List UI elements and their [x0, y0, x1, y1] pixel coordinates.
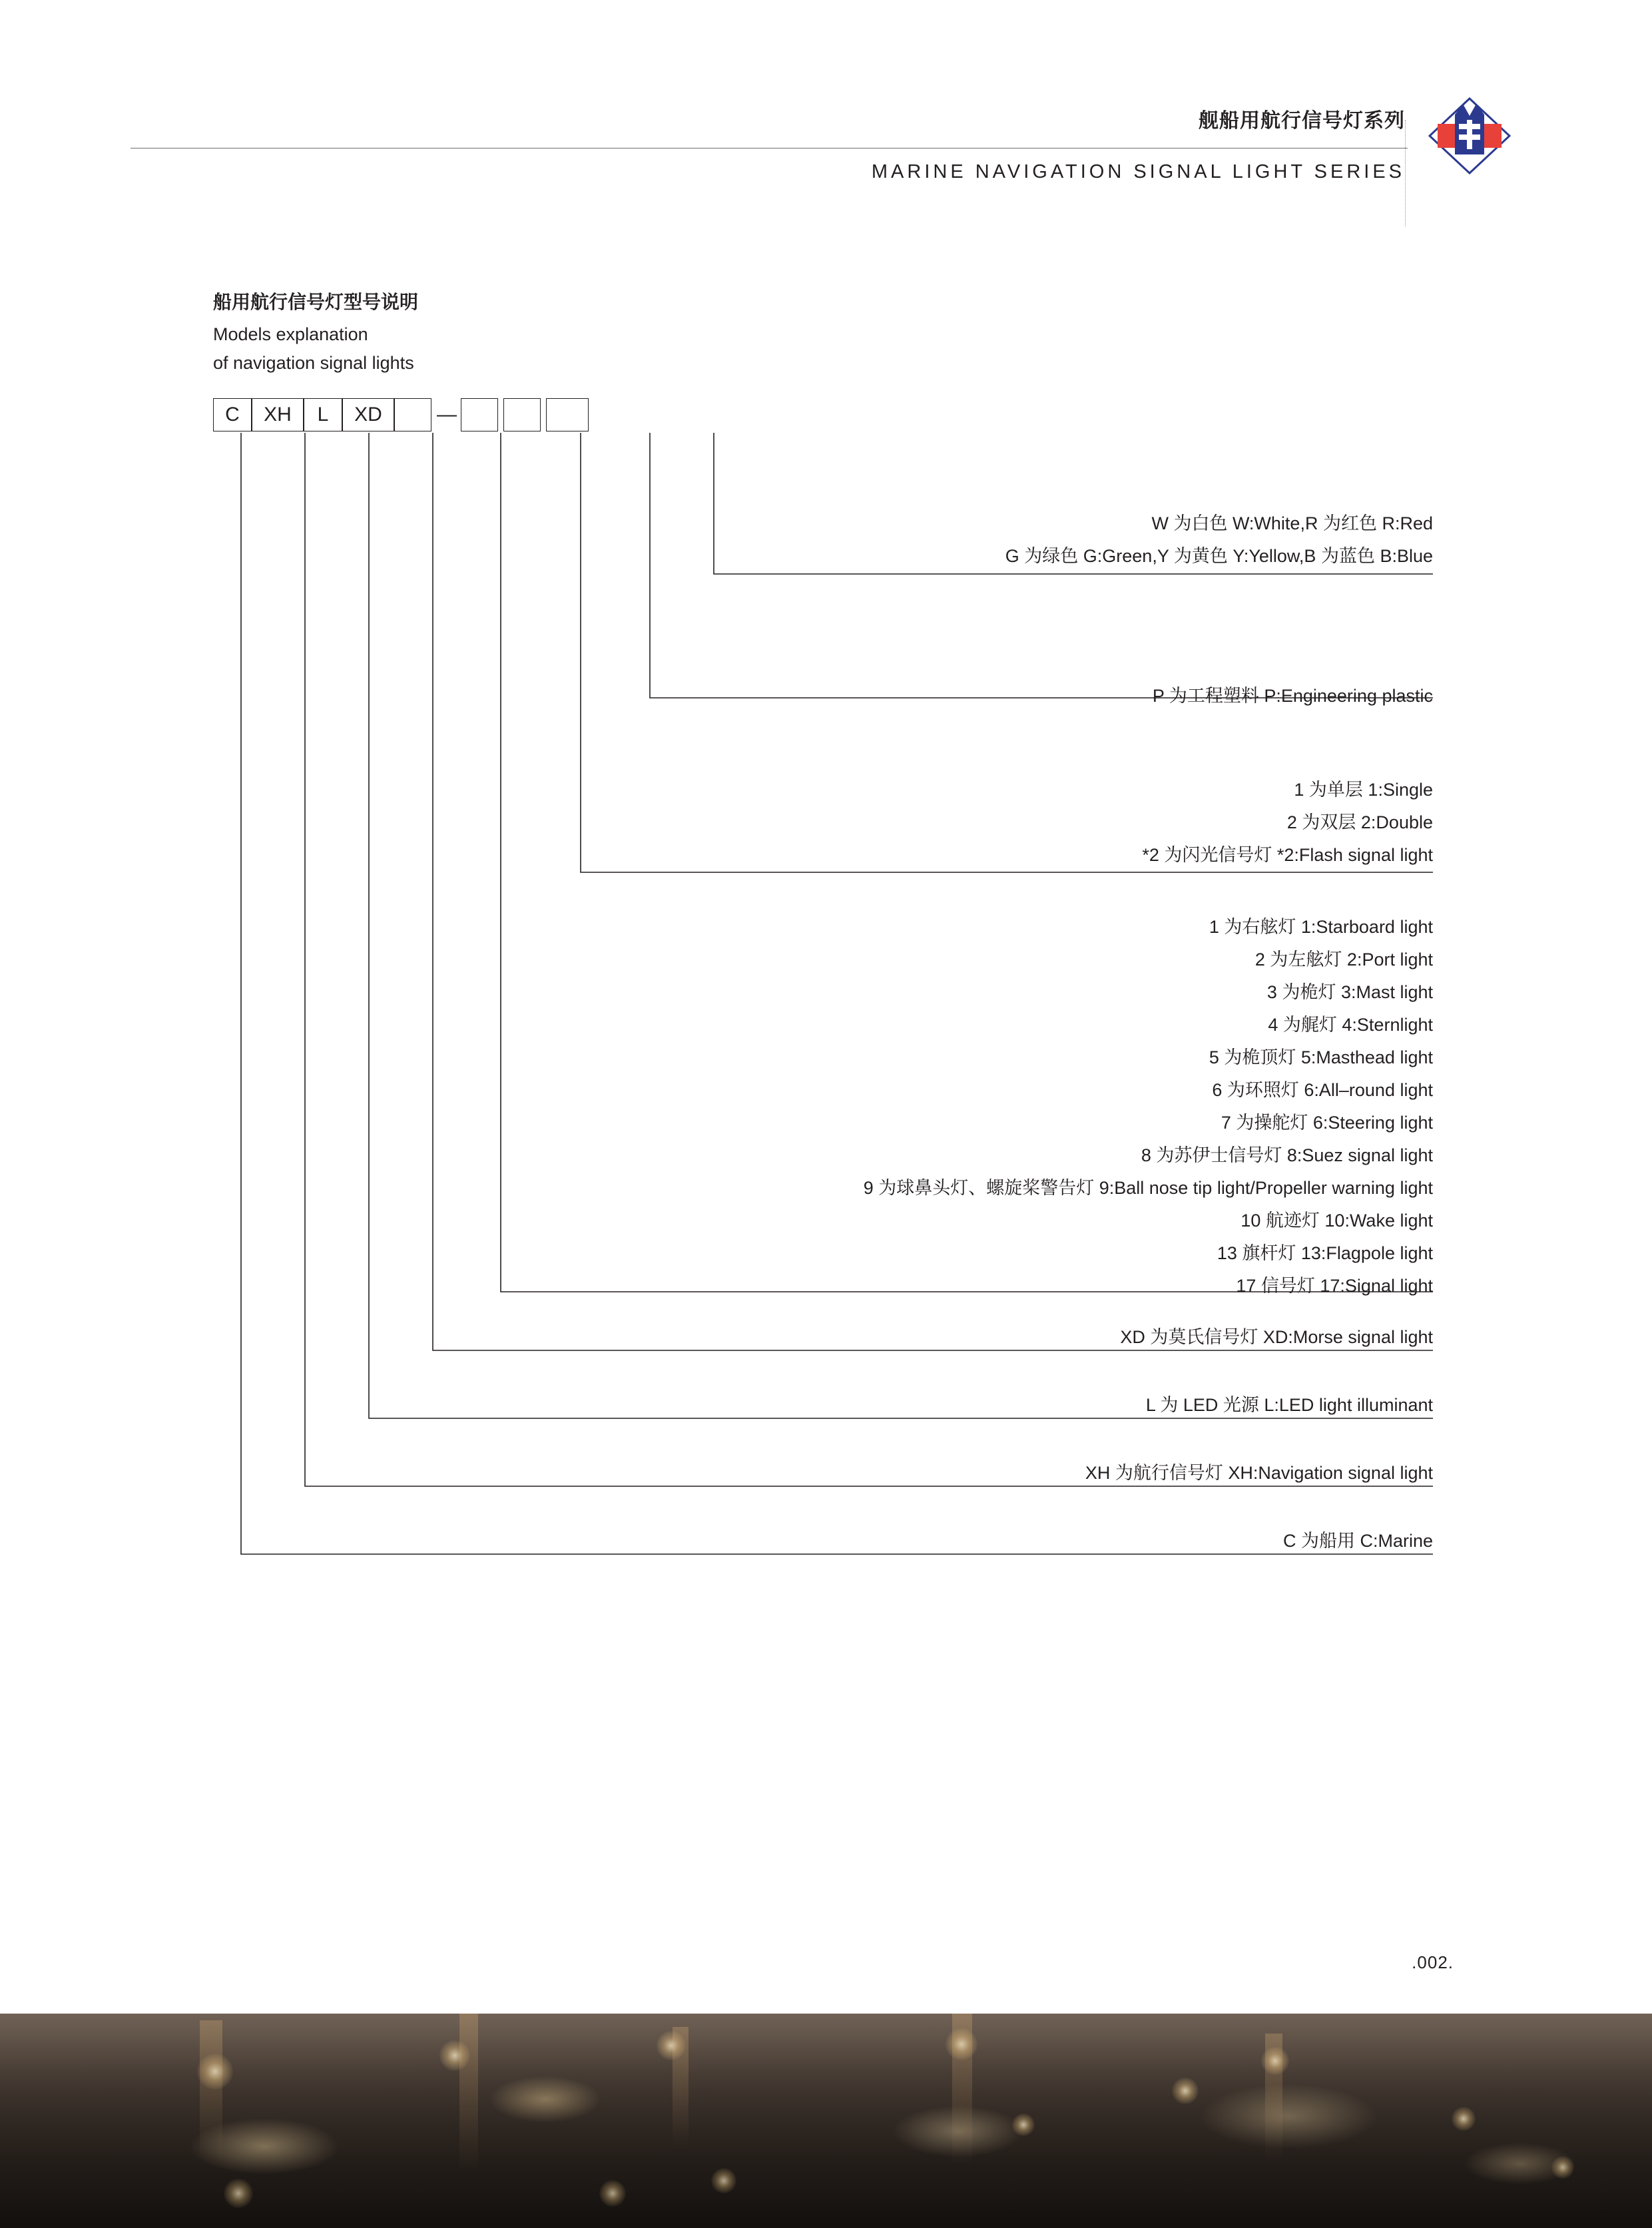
- legend-line: 2 为双层 2:Double: [1286, 812, 1433, 832]
- code-box-material: [503, 398, 541, 431]
- legend-line: 6 为环照灯 6:All–round light: [1212, 1080, 1433, 1100]
- legend-line: 2 为左舷灯 2:Port light: [1254, 950, 1433, 970]
- code-box-xd: XD: [342, 398, 394, 431]
- legend-line: 8 为苏伊士信号灯 8:Suez signal light: [1141, 1145, 1433, 1165]
- legend-color-codes: [1005, 507, 1433, 573]
- legend-line: *2 为闪光信号灯 *2:Flash signal light: [1142, 845, 1433, 865]
- legend-line: G 为绿色 G:Green,Y 为黄色 Y:Yellow,B 为蓝色 B:Blue: [1005, 546, 1433, 566]
- company-diamond-logo: [1428, 97, 1511, 174]
- legend-marine-code: [1283, 1525, 1433, 1557]
- legend-line: 13 旗杆灯 13:Flagpole light: [1217, 1243, 1433, 1263]
- legend-line: 7 为操舵灯 6:Steering light: [1221, 1113, 1433, 1133]
- code-box-color: [546, 398, 589, 431]
- section-title-cn: 船用航行信号灯型号说明: [213, 292, 419, 312]
- legend-illuminant-code: [1146, 1389, 1433, 1422]
- legend-line: 5 为桅顶灯 5:Masthead light: [1209, 1047, 1433, 1067]
- code-box-layer: [461, 398, 498, 431]
- legend-layer-codes: [1142, 774, 1433, 872]
- code-box-type: [394, 398, 431, 431]
- code-box-c: C: [213, 398, 252, 431]
- legend-line: 17 信号灯 17:Signal light: [1236, 1276, 1433, 1296]
- legend-line: C 为船用 C:Marine: [1282, 1531, 1433, 1551]
- legend-line: W 为白色 W:White,R 为红色 R:Red: [1151, 513, 1433, 533]
- legend-morse-code: [1120, 1321, 1433, 1354]
- legend-material-code: [1153, 680, 1433, 712]
- footer-port-photo: [0, 2014, 1652, 2228]
- legend-line: 1 为单层 1:Single: [1294, 780, 1433, 800]
- legend-line: L 为 LED 光源 L:LED light illuminant: [1145, 1395, 1433, 1415]
- section-title-en-line1: Models explanation: [213, 324, 368, 344]
- legend-navigation-code: [1085, 1457, 1433, 1490]
- legend-line: XH 为航行信号灯 XH:Navigation signal light: [1085, 1463, 1433, 1483]
- code-box-l: L: [304, 398, 342, 431]
- legend-line: 3 为桅灯 3:Mast light: [1266, 982, 1433, 1002]
- legend-line: 9 为球鼻头灯、螺旋桨警告灯 9:Ball nose tip light/Propeller warning light: [863, 1178, 1433, 1198]
- legend-line: 4 为艉灯 4:Sternlight: [1268, 1015, 1433, 1035]
- header-vertical-dotted-divider: [1405, 120, 1406, 226]
- legend-line: P 为工程塑料 P:Engineering plastic: [1152, 686, 1433, 706]
- legend-line: 10 航迹灯 10:Wake light: [1240, 1211, 1433, 1231]
- legend-light-type-codes: [864, 911, 1433, 1302]
- page-header: [0, 80, 1652, 213]
- header-title-cn: 舰船用航行信号灯系列: [1199, 110, 1405, 132]
- header-title-en: MARINE NAVIGATION SIGNAL LIGHT SERIES: [871, 161, 1405, 182]
- code-separator-dash: —: [437, 404, 457, 425]
- section-title-en-line2: of navigation signal lights: [213, 353, 414, 373]
- page-number: .002.: [1412, 1952, 1454, 1972]
- legend-line: XD 为莫氏信号灯 XD:Morse signal light: [1120, 1327, 1433, 1347]
- legend-line: 1 为右舷灯 1:Starboard light: [1209, 917, 1433, 937]
- code-box-xh: XH: [252, 398, 304, 431]
